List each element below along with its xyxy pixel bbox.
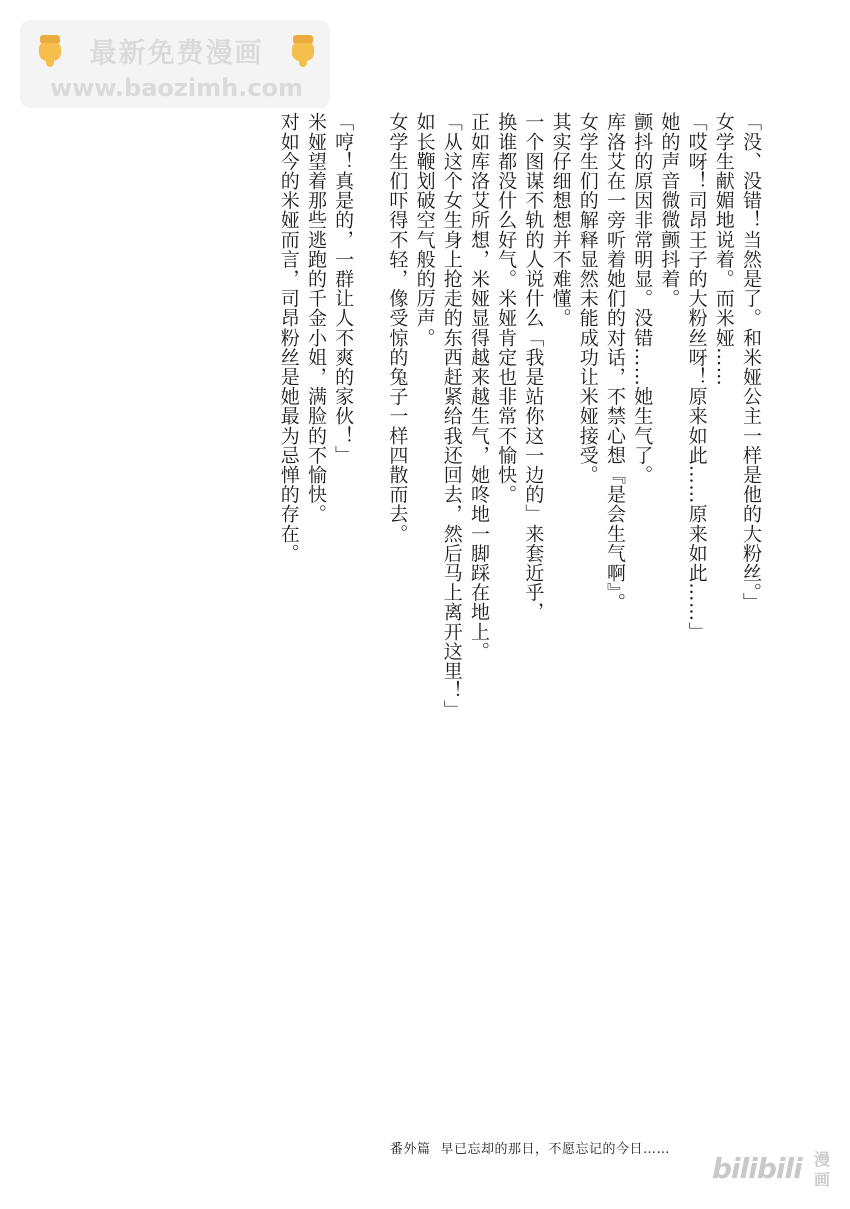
novel-text-body: [275, 112, 764, 772]
chapter-caption: [390, 1138, 670, 1157]
text-column: 颤抖的原因非常明显。没错……她生气了。: [631, 112, 654, 485]
bilibili-manga-logo: [712, 1150, 834, 1194]
text-column: 「从这个女生身上抢走的东西赶紧给我还回去，然后马上离开这里！」: [440, 112, 463, 720]
text-column: 米娅望着那些逃跑的千金小姐，满脸的不愉快。: [304, 112, 327, 524]
watermark-url: www.baozimh.com: [49, 74, 304, 102]
pointing-down-hand-icon: [287, 33, 319, 67]
text-column: 女学生们的解释显然未能成功让米娅接受。: [576, 112, 599, 485]
watermark-title-row: [34, 30, 319, 70]
watermark-title: 最新免费漫画: [89, 37, 264, 69]
column-gap: [356, 112, 383, 772]
section-label: 番外篇: [390, 1142, 431, 1157]
pointing-down-hand-icon: [34, 33, 66, 67]
text-column: 「没、没错！当然是了。和米娅公主一样是他的大粉丝。」: [740, 112, 762, 613]
brand-tag: 漫画: [813, 1150, 830, 1189]
brand-name: bilibili: [712, 1152, 802, 1185]
text-column: 一个图谋不轨的人说什么「我是站你这一边的」来套近乎，: [522, 112, 545, 622]
text-column: 「哎呀！司昂王子的大粉丝呀！原来如此……原来如此……」: [685, 112, 708, 642]
chapter-title: 早已忘却的那日，不愿忘记的今日……: [440, 1142, 671, 1157]
text-column: 她的声音微微颤抖着。: [658, 112, 681, 308]
text-column: 正如库洛艾所想，米娅显得越来越生气，她咚地一脚踩在地上。: [467, 112, 490, 661]
text-column: 女学生献媚地说着。而米娅……: [712, 112, 735, 387]
text-column: 如长鞭划破空气般的厉声。: [413, 112, 436, 348]
watermark: [20, 20, 330, 108]
text-column: 库洛艾在一旁听着她们的对话，不禁心想『是会生气啊』。: [603, 112, 626, 613]
text-column: 「哼！真是的，一群让人不爽的家伙！」: [332, 112, 355, 465]
text-column: 女学生们吓得不轻，像受惊的兔子一样四散而去。: [386, 112, 409, 544]
text-column: 换谁都没什么好气。米娅肯定也非常不愉快。: [495, 112, 518, 504]
text-column: 对如今的米娅而言，司昂粉丝是她最为忌惮的存在。: [277, 112, 300, 563]
text-column: 其实仔细想想并不难懂。: [549, 112, 572, 328]
